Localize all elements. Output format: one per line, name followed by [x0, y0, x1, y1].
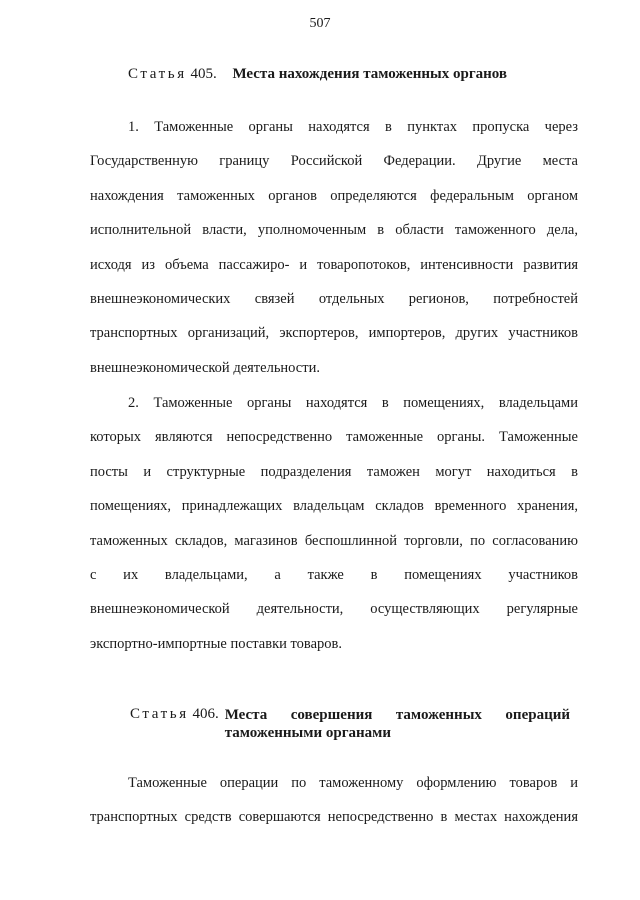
article-406-prefix-block	[130, 706, 219, 742]
text-line: транспортных средств совершаются непосредственно в местах нахождения	[90, 809, 578, 826]
title-word: совершения	[290, 707, 373, 723]
page-number: 507	[309, 16, 331, 31]
text-line: внешнеэкономических связей отдельных регионов, потребностей	[90, 290, 578, 307]
article-406-title-line-1	[225, 706, 570, 724]
article-405-paragraph-2	[90, 386, 578, 661]
title-word: Места	[224, 707, 268, 723]
article-405-title: Места нахождения таможенных органов	[232, 66, 508, 82]
text-line: экспортно-импортные поставки товаров.	[90, 635, 342, 652]
article-405-paragraph-1	[90, 110, 578, 385]
text-line: транспортных организаций, экспортеров, импортеров, других участников	[90, 325, 578, 342]
article-406-title-line-2: таможенными органами	[224, 725, 392, 741]
article-406-paragraph-1	[90, 766, 578, 835]
text-line: исходя из объема пассажиро- и товаропотоков, интенсивности развития	[90, 256, 578, 273]
article-405-number: 405.	[190, 66, 217, 82]
article-406-prefix: Статья	[130, 706, 189, 722]
title-word: таможенных	[395, 707, 482, 723]
text-line: помещениях, принадлежащих владельцам складов временного хранения,	[90, 498, 578, 515]
text-line: с их владельцами, а также в помещениях участников	[90, 566, 578, 583]
text-line: внешнеэкономической деятельности.	[90, 359, 320, 376]
text-line: исполнительной власти, уполномоченным в области таможенного дела,	[90, 222, 578, 239]
text-line: Государственную границу Российской Федерации. Другие места	[90, 153, 578, 170]
article-406-heading	[130, 706, 570, 742]
title-word: операций	[505, 707, 570, 723]
text-line: 1. Таможенные органы находятся в пунктах пропуска через	[128, 119, 578, 135]
article-405-heading	[128, 66, 578, 83]
text-line: 2. Таможенные органы находятся в помещениях, владельцами	[128, 395, 578, 411]
text-line: посты и структурные подразделения таможен могут находиться в	[90, 463, 578, 480]
article-405-prefix: Статья	[128, 66, 187, 82]
article-406-number: 406.	[192, 706, 219, 722]
text-line: нахождения таможенных органов определяются федеральным органом	[90, 187, 578, 204]
article-406-title	[225, 706, 570, 742]
text-line: Таможенные операции по таможенному оформлению товаров и	[128, 775, 578, 791]
text-line: таможенных складов, магазинов беспошлинной торговли, по согласованию	[90, 532, 578, 549]
text-line: внешнеэкономической деятельности, осуществляющих регулярные	[90, 601, 578, 618]
text-line: которых являются непосредственно таможенные органы. Таможенные	[90, 429, 578, 446]
